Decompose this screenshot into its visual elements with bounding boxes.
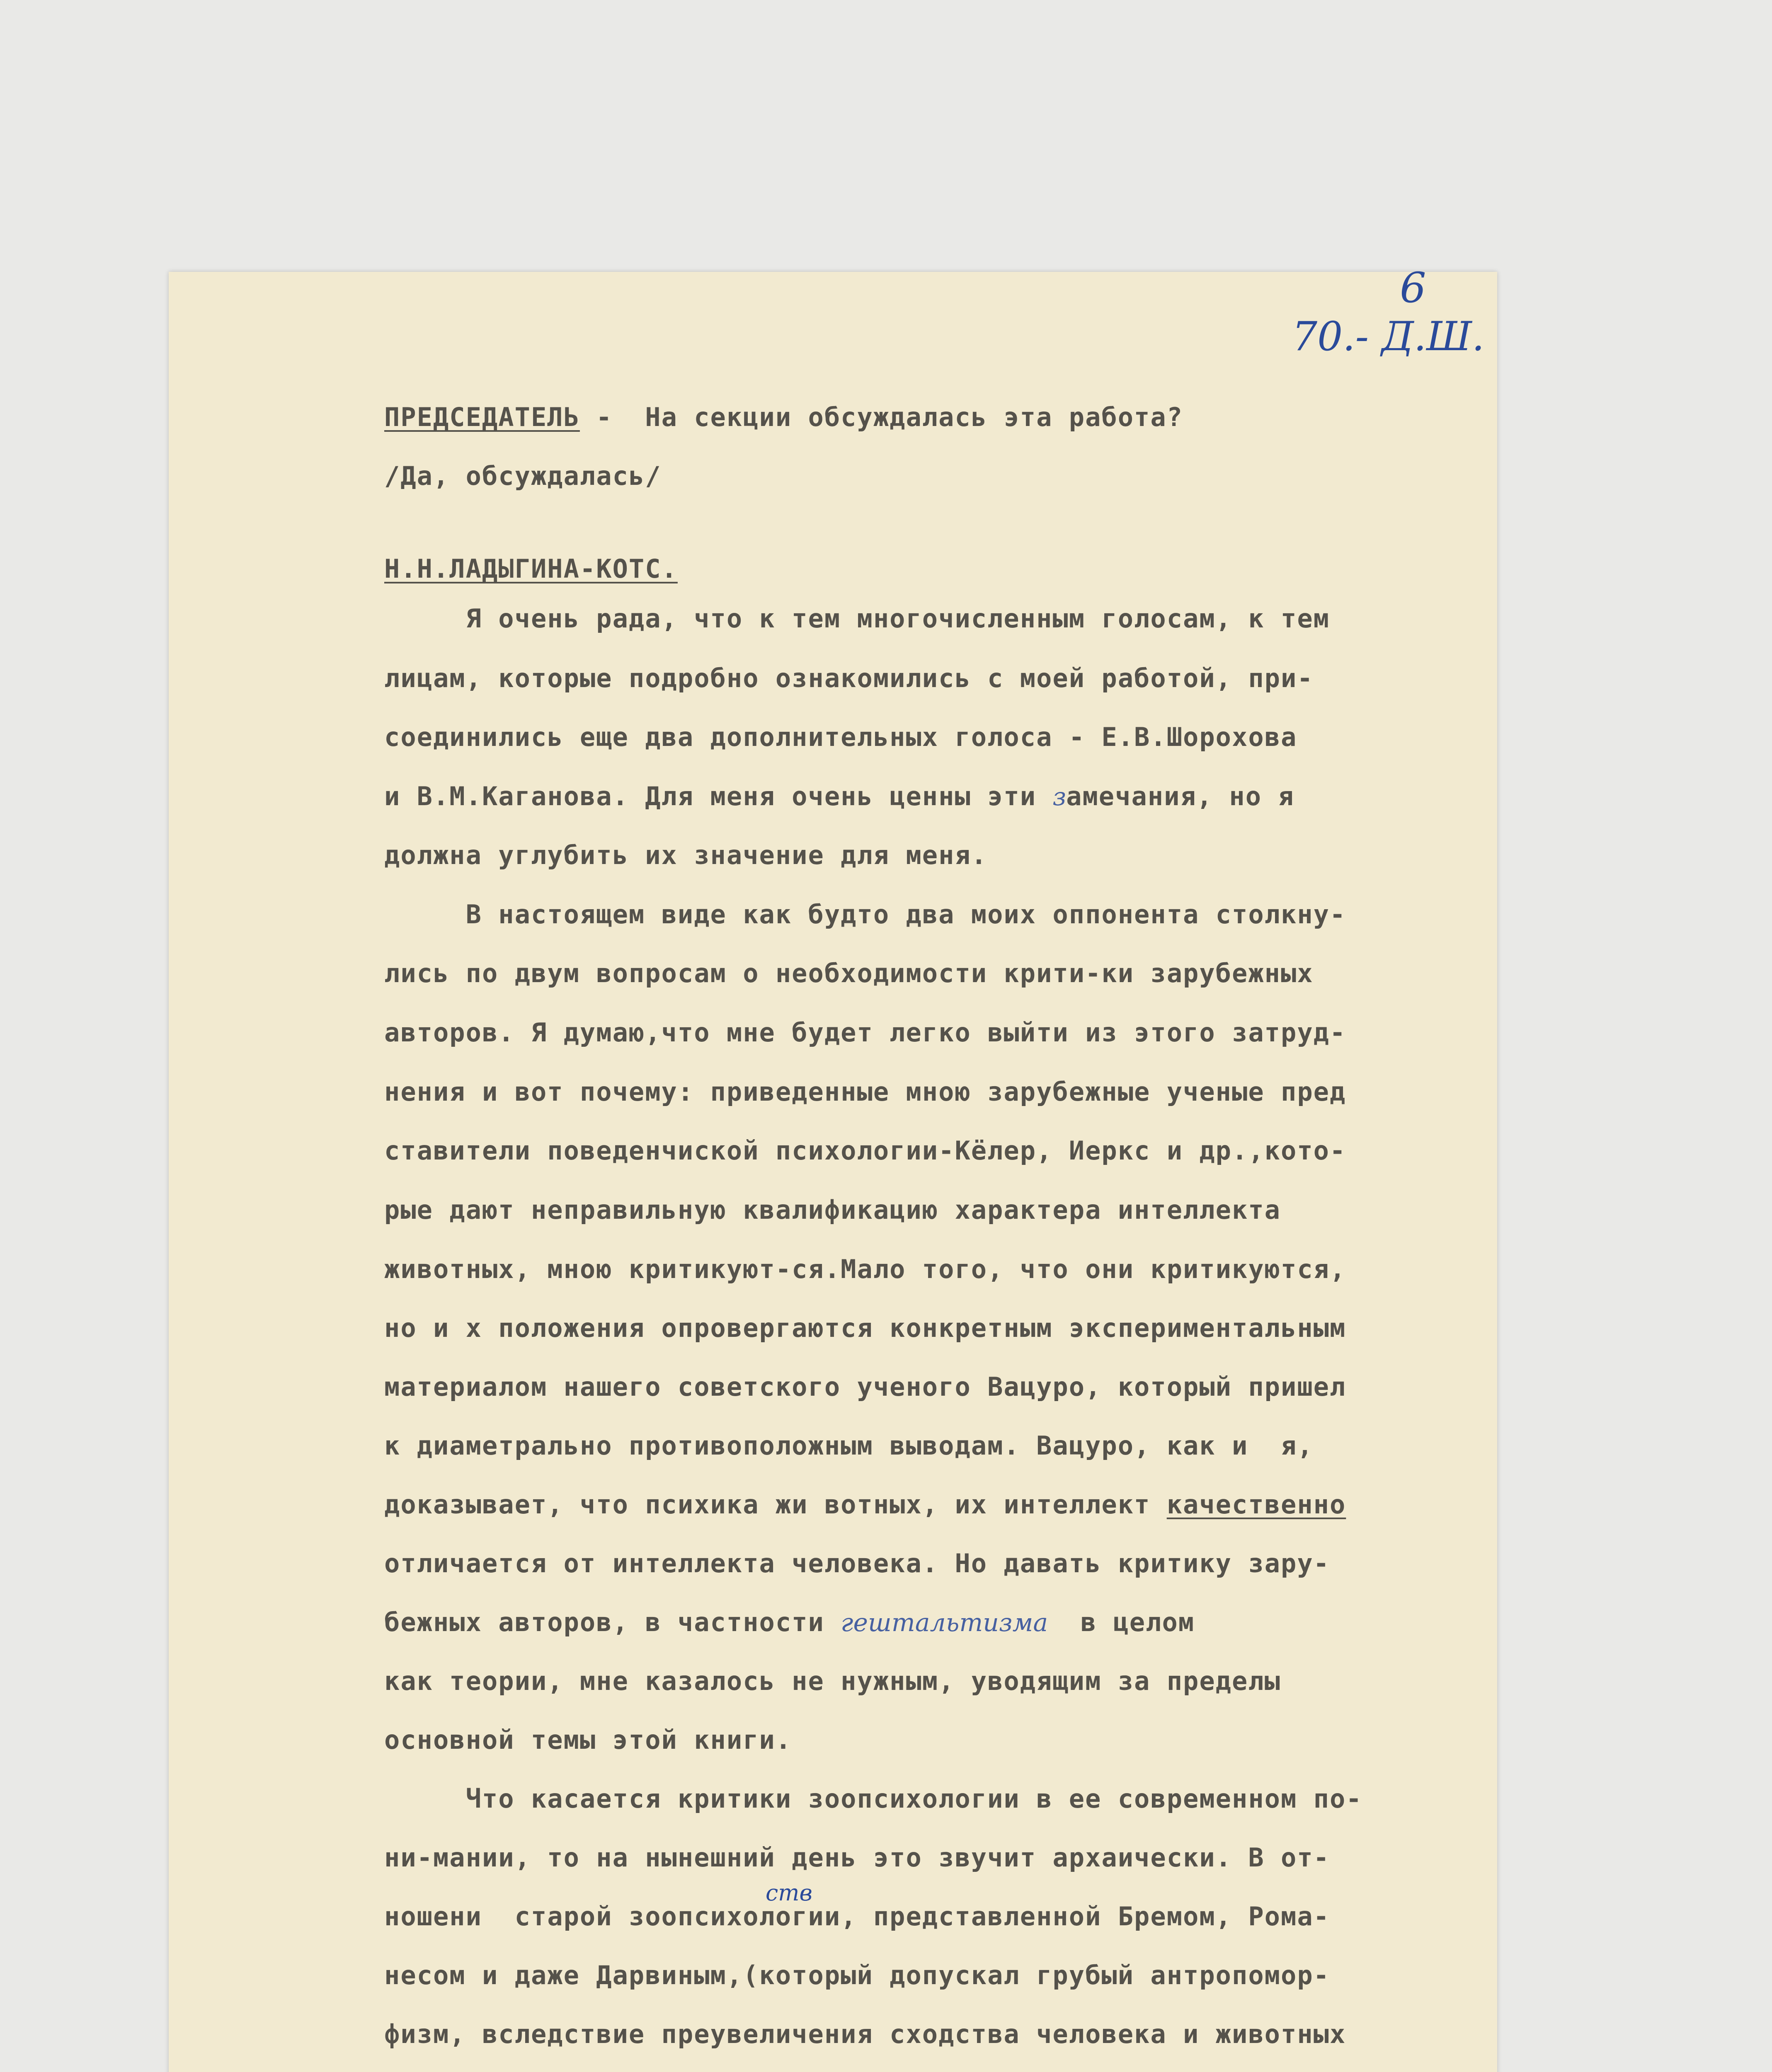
handwritten-correction-z: з [1052, 782, 1067, 811]
line-7-part-a: и В.М.Каганова. Для меня очень ценны эти [384, 781, 1053, 811]
line-10: лись по двум вопросам о необходимости крити-ки зарубежных [384, 958, 1314, 988]
line-28: физм, вследствие преувеличения сходства человека и животных [384, 2019, 1346, 2049]
line-17: материалом нашего советского ученого Вацуро, который пришел [384, 1372, 1346, 1402]
page-number-handwritten: 6 [1400, 264, 1426, 312]
line-18: к диаметрально противоположным выводам. Вацуро, как и я, [384, 1431, 1314, 1461]
speaker-chairman: ПРЕДСЕДАТЕЛЬ [384, 402, 580, 432]
line-7-part-b: амечания, но я [1066, 781, 1294, 811]
line-23: основной темы этой книги. [384, 1725, 792, 1755]
line-20: отличается от интеллекта человека. Но давать критику зару- [384, 1548, 1330, 1578]
line-19 [384, 1489, 1346, 1520]
line-2: /Да, обсуждалась/ [384, 461, 662, 491]
line-15: животных, мною критикуют-ся.Мало того, что они критикуются, [384, 1254, 1346, 1284]
line-21-part-c: в целом [1048, 1607, 1195, 1637]
line-6: соединились еще два дополнительных голоса - Е.В.Шорохова [384, 722, 1297, 752]
line-16: но и х положения опровергаются конкретным экспериментальным [384, 1313, 1346, 1343]
line-14: рые дают неправильную квалификацию характера интеллекта [384, 1195, 1281, 1225]
line-1 [384, 404, 1183, 430]
line-22: как теории, мне казалось не нужным, уводящим за пределы [384, 1666, 1281, 1696]
line-1-text: - На секции обсуждалась эта работа? [579, 402, 1183, 432]
line-19-part-a: доказывает, что психика жи вотных, их интеллект [384, 1489, 1167, 1520]
line-26: ношени старой зоопсихологии, представленной Бремом, Рома- [384, 1901, 1330, 1932]
speaker-ladygina-kots: Н.Н.ЛАДЫГИНА-КОТС. [384, 554, 678, 584]
line-25: ни-мании, то на нынешний день это звучит архаически. В от- [384, 1842, 1330, 1873]
line-4: Я очень рада, что к тем многочисленным голосам, к тем [384, 603, 1330, 634]
line-5: лицам, которые подробно ознакомились с моей работой, при- [384, 663, 1314, 693]
line-9: В настоящем виде как будто два моих оппонента столкну- [384, 899, 1346, 929]
handwritten-correction-above: ств [766, 1880, 812, 1906]
line-21 [384, 1607, 1195, 1637]
archive-reference-handwritten: 70.- Д.Ш. [1292, 313, 1485, 360]
line-8: должна углубить их значение для меня. [384, 840, 988, 870]
line-24: Что касается критики зоопсихологии в ее современном по- [384, 1784, 1362, 1814]
handwritten-insert-gestaltism: гештальтизма [841, 1608, 1048, 1637]
line-12: нения и вот почему: приведенные мною зарубежные ученые пред [384, 1077, 1346, 1107]
line-11: авторов. Я думаю,что мне будет легко выйти из этого затруд- [384, 1017, 1346, 1048]
line-21-part-a: бежных авторов, в частности [384, 1607, 841, 1637]
line-3 [384, 556, 678, 582]
line-13: ставители поведенчиской психологии-Кёлер, Иеркс и др.,кото- [384, 1135, 1346, 1166]
line-27: несом и даже Дарвиным,(который допускал грубый антропомор- [384, 1960, 1330, 1990]
underlined-qualitatively: качественно [1166, 1489, 1346, 1520]
document-page [169, 264, 1497, 2072]
line-7 [384, 781, 1294, 811]
